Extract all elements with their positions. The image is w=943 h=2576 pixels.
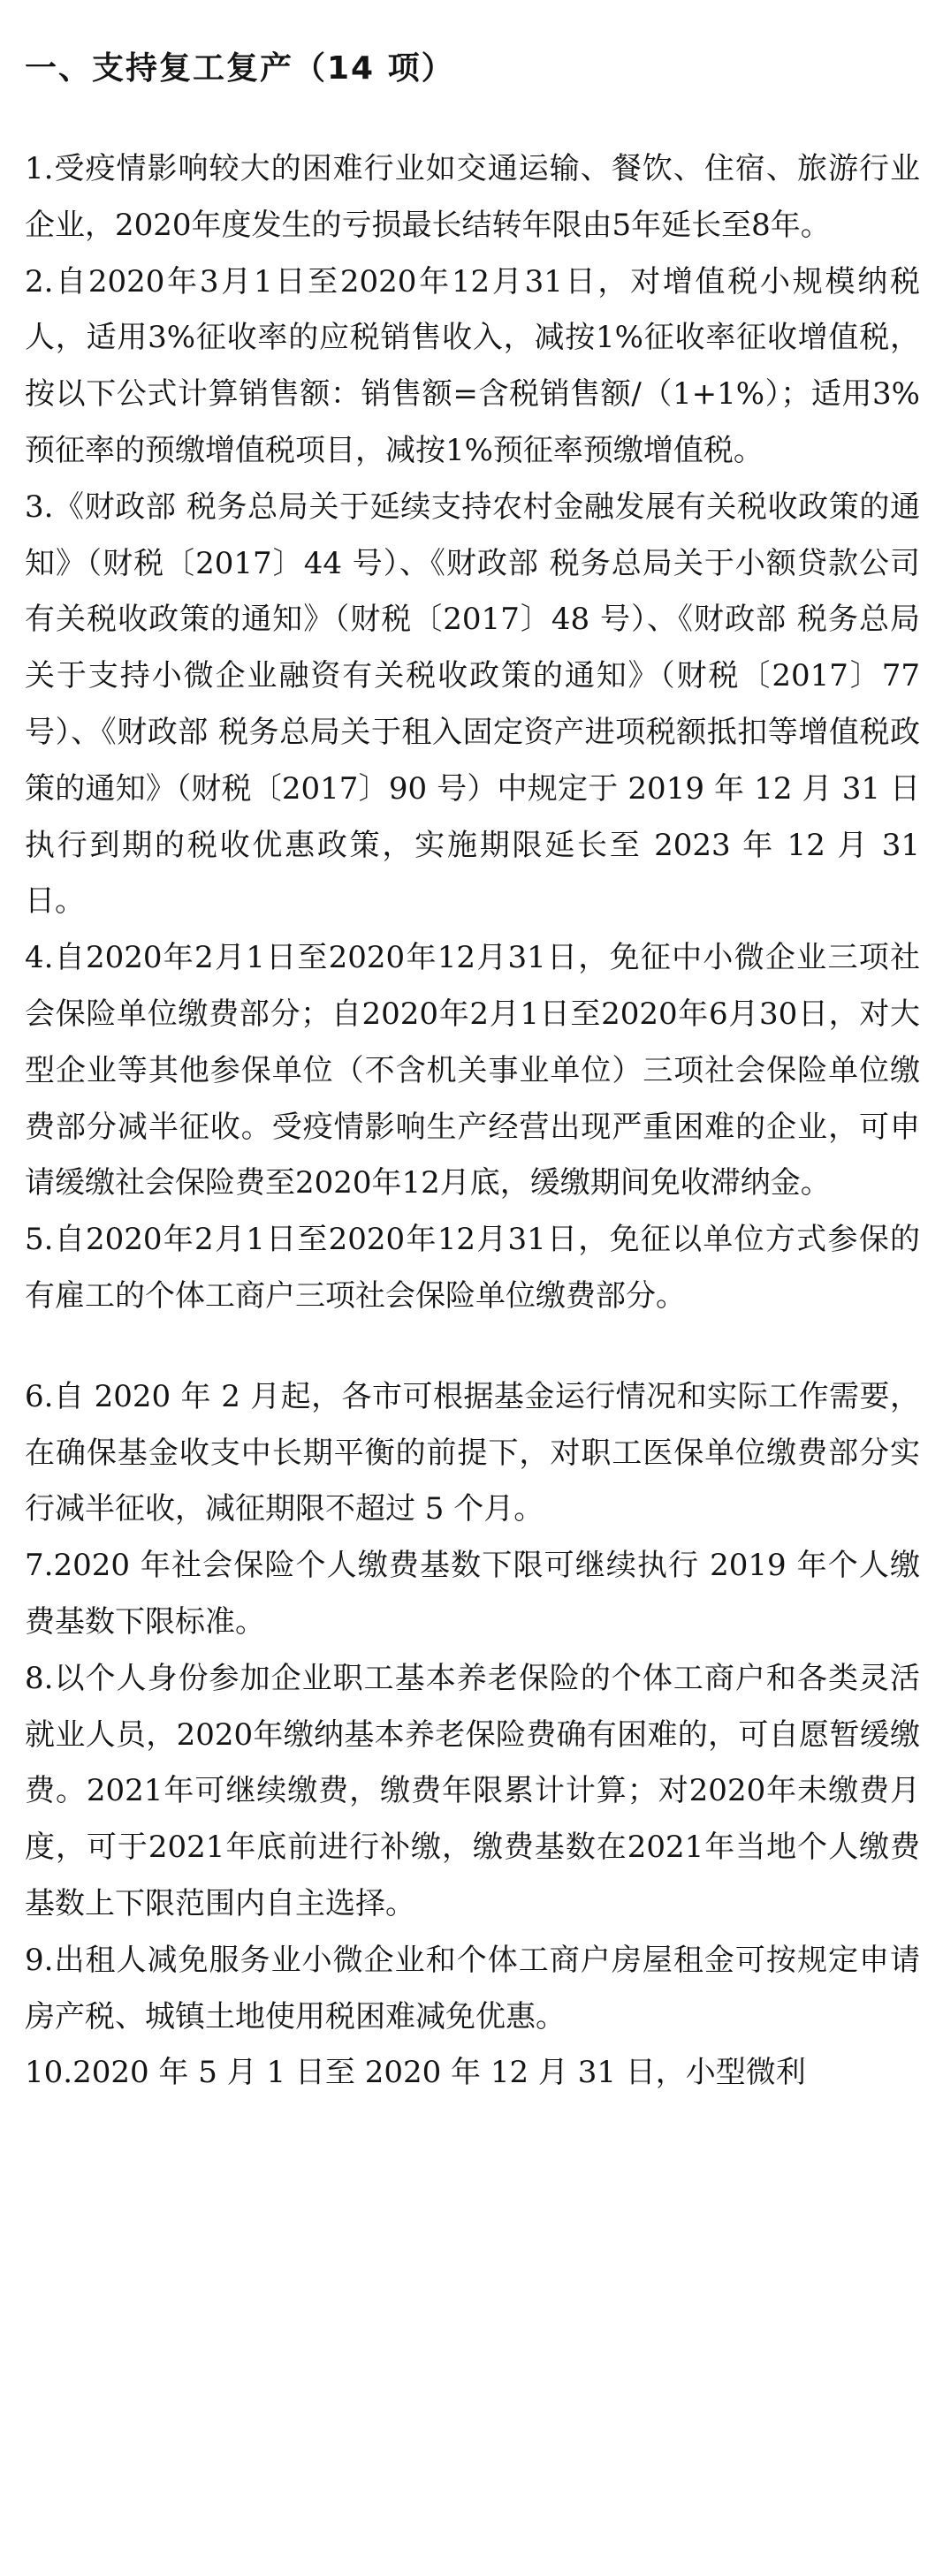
policy-item-8: 8.以个人身份参加企业职工基本养老保险的个体工商户和各类灵活就业人员，2020年缴纳基本养老保险费确有困难的，可自愿暂缓缴费。2021年可继续缴费，缴费年限累计计算；对2020年未缴费月度，可于2021年底前进行补缴，缴费基数在2021年当地个人缴费基数上下限范围内自主选择。 bbox=[25, 1660, 920, 1921]
policy-item-7: 7.2020 年社会保险个人缴费基数下限可继续执行 2019 年个人缴费基数下限标准。 bbox=[25, 1548, 920, 1640]
section-heading: 一、支持复工复产（14 项） bbox=[25, 50, 455, 87]
policy-item-10: 10.2020 年 5 月 1 日至 2020 年 12 月 31 日，小型微利 bbox=[25, 2055, 806, 2091]
policy-item-1: 1.受疫情影响较大的困难行业如交通运输、餐饮、住宿、旅游行业企业，2020年度发生的亏损最长结转年限由5年延长至8年。 bbox=[25, 151, 920, 243]
policy-item-list bbox=[25, 141, 920, 2102]
policy-item-2: 2.自2020年3月1日至2020年12月31日，对增值税小规模纳税人，适用3%征收率的应税销售收入，减按1%征收率征收增值税，按以下公式计算销售额：销售额=含税销售额/（1+1%）；适用3%预征率的预缴增值税项目，减按1%预征率预缴增值税。 bbox=[25, 263, 920, 468]
policy-item-9: 9.出租人减免服务业小微企业和个体工商户房屋租金可按规定申请房产税、城镇土地使用税困难减免优惠。 bbox=[25, 1942, 920, 2034]
policy-item-6: 6.自 2020 年 2 月起，各市可根据基金运行情况和实际工作需要，在确保基金收支中长期平衡的前提下，对职工医保单位缴费部分实行减半征收，减征期限不超过 5 个月。 bbox=[25, 1378, 920, 1527]
policy-item-3: 3.《财政部 税务总局关于延续支持农村金融发展有关税收政策的通知》（财税〔2017〕44 号）、《财政部 税务总局关于小额贷款公司有关税收政策的通知》（财税〔2017〕48 号）、《财政部 税务总局关于支持小微企业融资有关税收政策的通知》（财税〔2017〕77 号）、《财政部 税务总局关于租入固定资产进项税额抵扣等增值税政策的通知》（财税〔2017〕90 号）中规定于 2019 年 12 月 31 日执行到期的税收优惠政策，实施期限延长至 2023 年 12 月 31 日。 bbox=[25, 489, 920, 920]
policy-item-5: 5.自2020年2月1日至2020年12月31日，免征以单位方式参保的有雇工的个体工商户三项社会保险单位缴费部分。 bbox=[25, 1222, 920, 1314]
policy-item-4: 4.自2020年2月1日至2020年12月31日，免征中小微企业三项社会保险单位缴费部分；自2020年2月1日至2020年6月30日，对大型企业等其他参保单位（不含机关事业单位）三项社会保险单位缴费部分减半征收。受疫情影响生产经营出现严重困难的企业，可申请缓缴社会保险费至2020年12月底，缓缴期间免收滞纳金。 bbox=[25, 940, 920, 1201]
